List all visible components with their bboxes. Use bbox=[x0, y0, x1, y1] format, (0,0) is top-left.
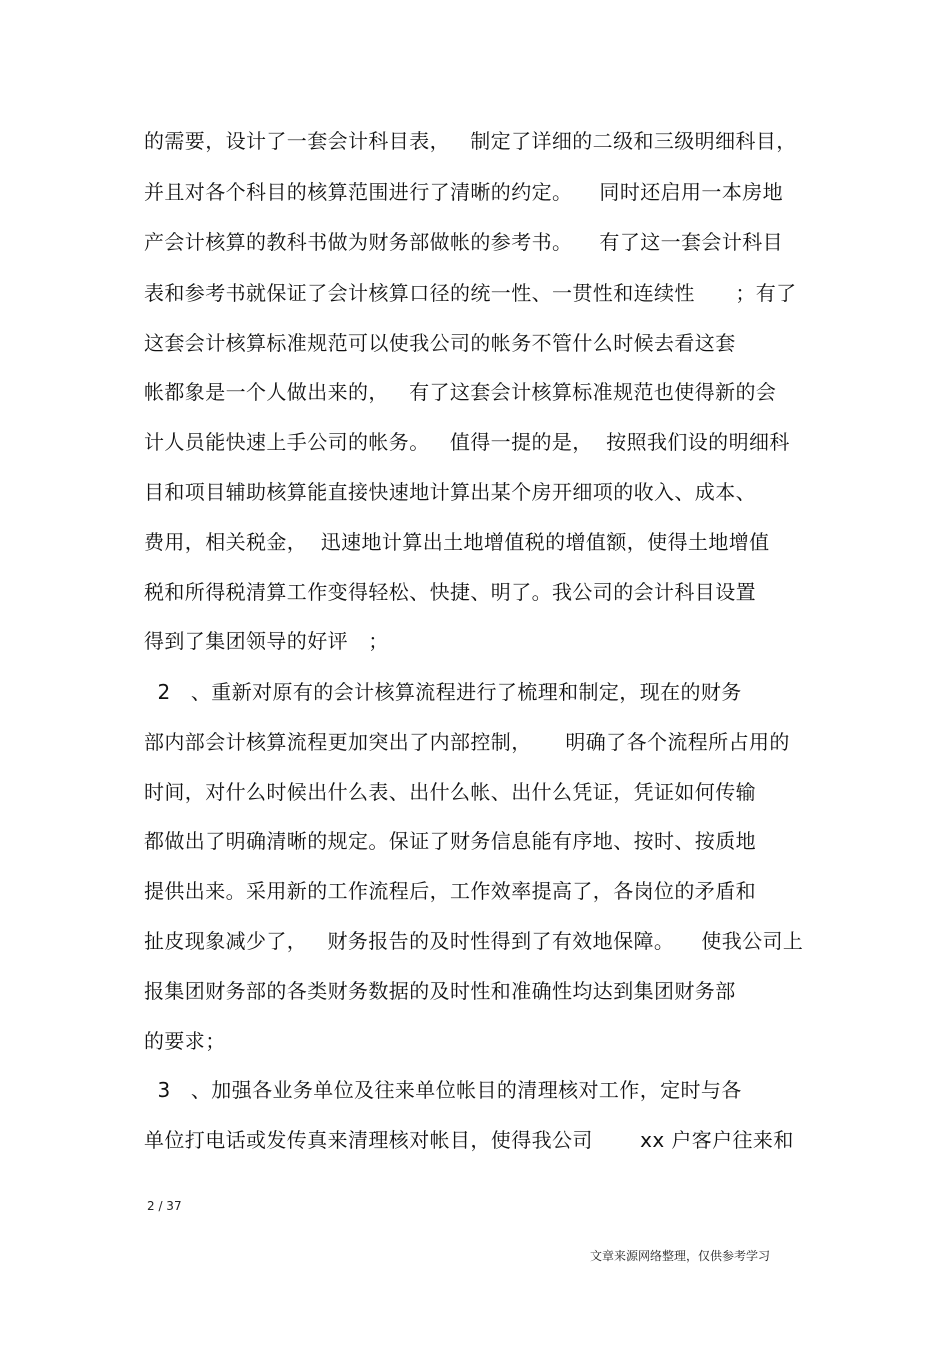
body-line: 目和项目辅助核算能直接快速地计算出某个房开细项的收入、成本、 bbox=[144, 480, 756, 504]
body-line: 得到了集团领导的好评 ； bbox=[144, 629, 389, 653]
body-line: 这套会计核算标准规范可以使我公司的帐务不管什么时候去看这套 bbox=[144, 331, 736, 355]
body-line: 2 、重新对原有的会计核算流程进行了梳理和制定，现在的财务 bbox=[144, 680, 742, 704]
source-note: 文章来源网络整理，仅供参考学习 bbox=[590, 1249, 771, 1263]
body-line: 产会计核算的教科书做为财务部做帐的参考书。 有了这一套会计科目 bbox=[144, 230, 784, 254]
body-line: 并且对各个科目的核算范围进行了清晰的约定。 同时还启用一本房地 bbox=[144, 180, 784, 204]
body-line: 帐都象是一个人做出来的， 有了这套会计核算标准规范也使得新的会 bbox=[144, 380, 777, 404]
body-line: 计人员能快速上手公司的帐务。 值得一提的是， 按照我们设的明细科 bbox=[144, 430, 790, 454]
body-line: 税和所得税清算工作变得轻松、快捷、明了。我公司的会计科目设置 bbox=[144, 580, 756, 604]
body-line: 3 、加强各业务单位及往来单位帐目的清理核对工作，定时与各 bbox=[144, 1078, 742, 1102]
page-number: 2 / 37 bbox=[147, 1199, 182, 1213]
body-line: 费用，相关税金， 迅速地计算出土地增值税的增值额，使得土地增值 bbox=[144, 530, 770, 554]
body-line: 部内部会计核算流程更加突出了内部控制， 明确了各个流程所占用的 bbox=[144, 730, 790, 754]
body-line: 报集团财务部的各类财务数据的及时性和准确性均达到集团财务部 bbox=[144, 979, 736, 1003]
body-line: 都做出了明确清晰的规定。保证了财务信息能有序地、按时、按质地 bbox=[144, 829, 756, 853]
body-line: 提供出来。采用新的工作流程后，工作效率提高了，各岗位的矛盾和 bbox=[144, 879, 756, 903]
body-line: 单位打电话或发传真来清理核对帐目，使得我公司 xx 户客户往来和 bbox=[144, 1128, 794, 1152]
body-line: 时间，对什么时候出什么表、出什么帐、出什么凭证，凭证如何传输 bbox=[144, 780, 756, 804]
body-line: 的需要，设计了一套会计科目表， 制定了详细的二级和三级明细科目， bbox=[144, 129, 797, 153]
body-line: 扯皮现象减少了， 财务报告的及时性得到了有效地保障。 使我公司上 bbox=[144, 929, 804, 953]
body-line: 表和参考书就保证了会计核算口径的统一性、一贯性和连续性 ；有了 bbox=[144, 281, 797, 305]
body-line: 的要求； bbox=[144, 1029, 226, 1053]
